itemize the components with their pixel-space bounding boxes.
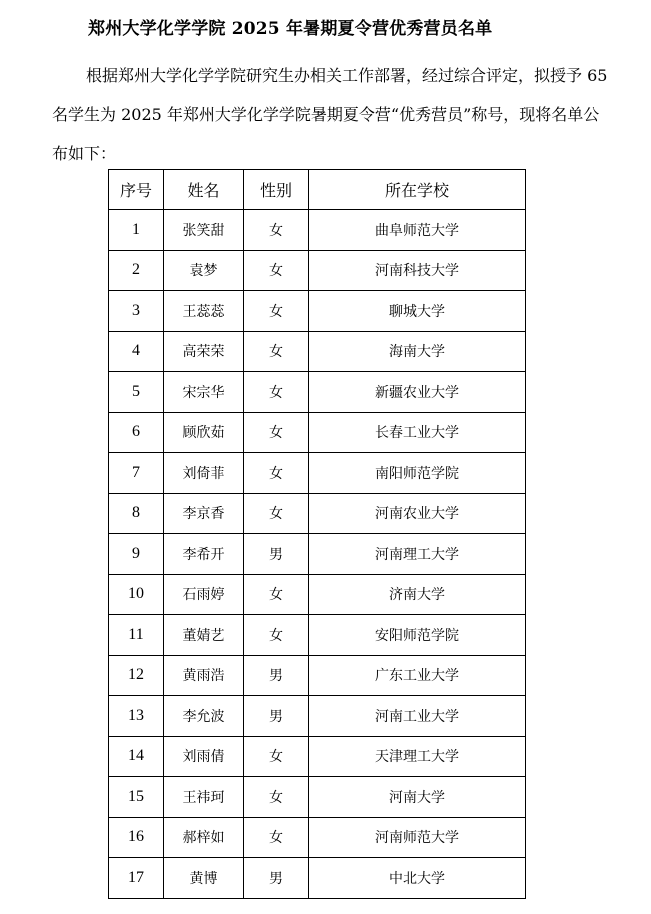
cell-name: 袁梦: [164, 250, 244, 291]
table-row: [109, 655, 526, 696]
header-name: 姓名: [164, 170, 244, 210]
cell-gender: 女: [244, 331, 309, 372]
cell-index: 13: [109, 696, 164, 737]
table-header-row: [109, 170, 526, 210]
cell-gender: 男: [244, 655, 309, 696]
cell-school: 中北大学: [309, 858, 526, 899]
cell-index: 15: [109, 777, 164, 818]
cell-index: 4: [109, 331, 164, 372]
table-row: [109, 858, 526, 899]
cell-school: 南阳师范学院: [309, 453, 526, 494]
cell-gender: 女: [244, 736, 309, 777]
cell-name: 宋宗华: [164, 372, 244, 413]
cell-index: 10: [109, 574, 164, 615]
cell-gender: 女: [244, 412, 309, 453]
cell-name: 高荣荣: [164, 331, 244, 372]
table-row: [109, 817, 526, 858]
table-row: [109, 250, 526, 291]
cell-index: 5: [109, 372, 164, 413]
table-row: [109, 291, 526, 332]
table-row: [109, 412, 526, 453]
cell-name: 石雨婷: [164, 574, 244, 615]
table-row: [109, 574, 526, 615]
cell-name: 刘雨倩: [164, 736, 244, 777]
header-index: 序号: [109, 170, 164, 210]
cell-school: 河南工业大学: [309, 696, 526, 737]
table-row: [109, 331, 526, 372]
cell-school: 河南农业大学: [309, 493, 526, 534]
cell-gender: 女: [244, 453, 309, 494]
cell-school: 广东工业大学: [309, 655, 526, 696]
cell-name: 郝梓如: [164, 817, 244, 858]
cell-index: 8: [109, 493, 164, 534]
cell-name: 王蕊蕊: [164, 291, 244, 332]
cell-gender: 女: [244, 615, 309, 656]
table-row: [109, 372, 526, 413]
cell-index: 17: [109, 858, 164, 899]
cell-school: 新疆农业大学: [309, 372, 526, 413]
table-row: [109, 493, 526, 534]
cell-gender: 女: [244, 210, 309, 251]
cell-gender: 女: [244, 817, 309, 858]
cell-index: 6: [109, 412, 164, 453]
cell-school: 河南理工大学: [309, 534, 526, 575]
cell-school: 海南大学: [309, 331, 526, 372]
cell-name: 黄博: [164, 858, 244, 899]
cell-gender: 女: [244, 291, 309, 332]
cell-gender: 女: [244, 493, 309, 534]
cell-school: 聊城大学: [309, 291, 526, 332]
cell-school: 曲阜师范大学: [309, 210, 526, 251]
cell-index: 9: [109, 534, 164, 575]
cell-school: 河南大学: [309, 777, 526, 818]
cell-gender: 女: [244, 574, 309, 615]
document-title: 郑州大学化学学院 2025 年暑期夏令营优秀营员名单: [88, 19, 493, 39]
honorees-table: [108, 169, 526, 899]
intro-text: 根据郑州大学化学学院研究生办相关工作部署，经过综合评定，拟授予 65 名学生为 2025 年郑州大学化学学院暑期夏令营“优秀营员”称号，现将名单公布如下：: [52, 66, 608, 163]
cell-gender: 女: [244, 372, 309, 413]
cell-index: 3: [109, 291, 164, 332]
cell-index: 16: [109, 817, 164, 858]
table-row: [109, 534, 526, 575]
cell-index: 1: [109, 210, 164, 251]
cell-school: 天津理工大学: [309, 736, 526, 777]
cell-name: 董婧艺: [164, 615, 244, 656]
table-row: [109, 615, 526, 656]
cell-name: 王祎珂: [164, 777, 244, 818]
header-school: 所在学校: [309, 170, 526, 210]
cell-name: 李京香: [164, 493, 244, 534]
cell-gender: 男: [244, 858, 309, 899]
table-row: [109, 210, 526, 251]
cell-name: 张笑甜: [164, 210, 244, 251]
cell-name: 顾欣茹: [164, 412, 244, 453]
cell-name: 刘倚菲: [164, 453, 244, 494]
intro-paragraph: [52, 56, 612, 173]
table-row: [109, 696, 526, 737]
cell-school: 安阳师范学院: [309, 615, 526, 656]
cell-school: 河南科技大学: [309, 250, 526, 291]
header-gender: 性别: [244, 170, 309, 210]
cell-index: 7: [109, 453, 164, 494]
table-row: [109, 453, 526, 494]
cell-gender: 男: [244, 534, 309, 575]
cell-gender: 女: [244, 777, 309, 818]
table-row: [109, 777, 526, 818]
cell-school: 河南师范大学: [309, 817, 526, 858]
cell-name: 李允波: [164, 696, 244, 737]
cell-school: 长春工业大学: [309, 412, 526, 453]
cell-school: 济南大学: [309, 574, 526, 615]
cell-index: 2: [109, 250, 164, 291]
cell-index: 12: [109, 655, 164, 696]
cell-gender: 女: [244, 250, 309, 291]
cell-name: 黄雨浩: [164, 655, 244, 696]
cell-gender: 男: [244, 696, 309, 737]
table-body: [109, 210, 526, 899]
cell-index: 11: [109, 615, 164, 656]
table-row: [109, 736, 526, 777]
cell-index: 14: [109, 736, 164, 777]
cell-name: 李希开: [164, 534, 244, 575]
